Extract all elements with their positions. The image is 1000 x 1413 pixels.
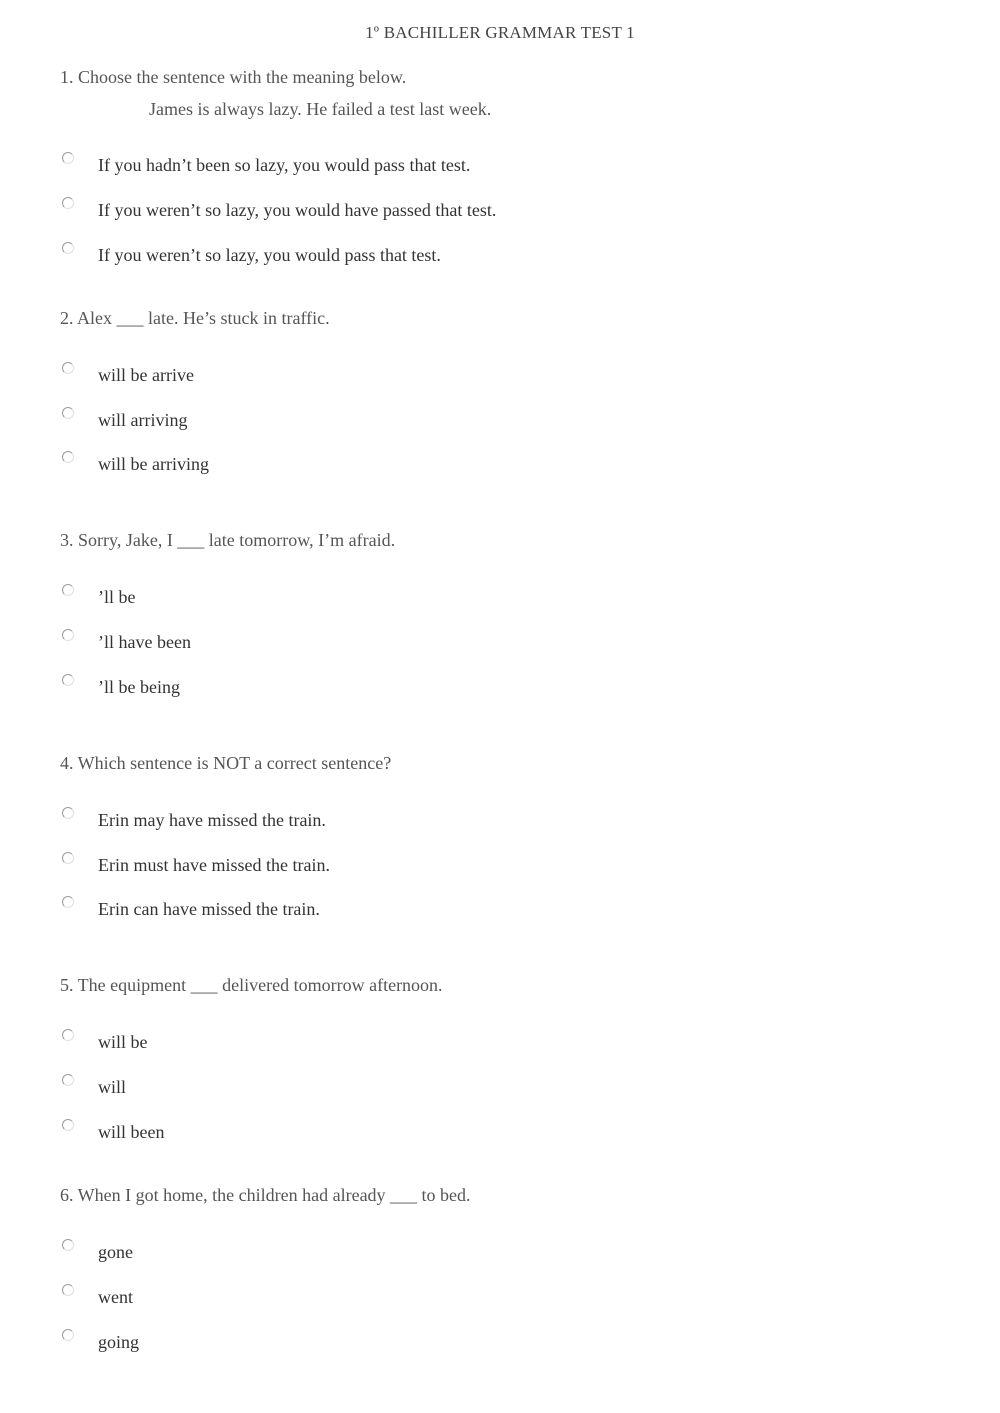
radio-button[interactable]: [62, 896, 74, 908]
option-label: will been: [98, 1122, 165, 1142]
question-1-prompt: 1. Choose the sentence with the meaning below.: [60, 67, 407, 87]
option-label: will: [98, 1077, 127, 1097]
question-1-context: James is always lazy. He failed a test last week.: [149, 99, 492, 119]
option-label: Erin must have missed the train.: [98, 855, 330, 875]
question-3-option-a[interactable]: [62, 584, 762, 614]
option-label: will be arriving: [98, 454, 209, 474]
option-label: ’ll have been: [98, 632, 191, 652]
radio-button[interactable]: [62, 1119, 74, 1131]
radio-button[interactable]: [62, 674, 74, 686]
question-6-prompt: 6. When I got home, the children had already ___ to bed.: [60, 1185, 471, 1205]
question-5-option-b[interactable]: [62, 1074, 762, 1104]
question-5-option-a[interactable]: [62, 1029, 762, 1059]
radio-button[interactable]: [62, 451, 74, 463]
radio-button[interactable]: [62, 1329, 74, 1341]
question-1-option-c[interactable]: [62, 242, 762, 272]
question-4-prompt: 4. Which sentence is NOT a correct sentence?: [60, 753, 392, 773]
question-5-option-c[interactable]: [62, 1119, 762, 1149]
page-title: 1º BACHILLER GRAMMAR TEST 1: [365, 23, 635, 42]
question-1-option-a[interactable]: [62, 152, 762, 182]
question-2-prompt: 2. Alex ___ late. He’s stuck in traffic.: [60, 308, 330, 328]
option-label: If you hadn’t been so lazy, you would pass that test.: [98, 155, 471, 175]
question-4-option-c[interactable]: [62, 896, 762, 926]
question-6-option-c[interactable]: [62, 1329, 762, 1359]
radio-button[interactable]: [62, 807, 74, 819]
question-6-option-a[interactable]: [62, 1239, 762, 1269]
option-label: going: [98, 1332, 140, 1352]
option-label: If you weren’t so lazy, you would have passed that test.: [98, 200, 497, 220]
radio-button[interactable]: [62, 362, 74, 374]
option-label: Erin can have missed the train.: [98, 899, 320, 919]
radio-button[interactable]: [62, 1284, 74, 1296]
question-3-option-b[interactable]: [62, 629, 762, 659]
radio-button[interactable]: [62, 1239, 74, 1251]
question-2-option-c[interactable]: [62, 451, 762, 481]
radio-button[interactable]: [62, 629, 74, 641]
question-3-prompt: 3. Sorry, Jake, I ___ late tomorrow, I’m afraid.: [60, 530, 396, 550]
radio-button[interactable]: [62, 407, 74, 419]
option-label: will arriving: [98, 410, 188, 430]
question-1-option-b[interactable]: [62, 197, 762, 227]
option-label: will be arrive: [98, 365, 194, 385]
option-label: Erin may have missed the train.: [98, 810, 326, 830]
question-5-prompt: 5. The equipment ___ delivered tomorrow afternoon.: [60, 975, 443, 995]
option-label: went: [98, 1287, 133, 1307]
question-2-option-b[interactable]: [62, 407, 762, 437]
option-label: gone: [98, 1242, 133, 1262]
option-label: If you weren’t so lazy, you would pass that test.: [98, 245, 441, 265]
radio-button[interactable]: [62, 242, 74, 254]
radio-button[interactable]: [62, 584, 74, 596]
radio-button[interactable]: [62, 1029, 74, 1041]
option-label: will be: [98, 1032, 148, 1052]
question-3-option-c[interactable]: [62, 674, 762, 704]
question-4-option-b[interactable]: [62, 852, 762, 882]
question-4-option-a[interactable]: [62, 807, 762, 837]
radio-button[interactable]: [62, 1074, 74, 1086]
radio-button[interactable]: [62, 197, 74, 209]
question-2-option-a[interactable]: [62, 362, 762, 392]
radio-button[interactable]: [62, 152, 74, 164]
radio-button[interactable]: [62, 852, 74, 864]
option-label: ’ll be being: [98, 677, 180, 697]
option-label: ’ll be: [98, 587, 136, 607]
question-6-option-b[interactable]: [62, 1284, 762, 1314]
